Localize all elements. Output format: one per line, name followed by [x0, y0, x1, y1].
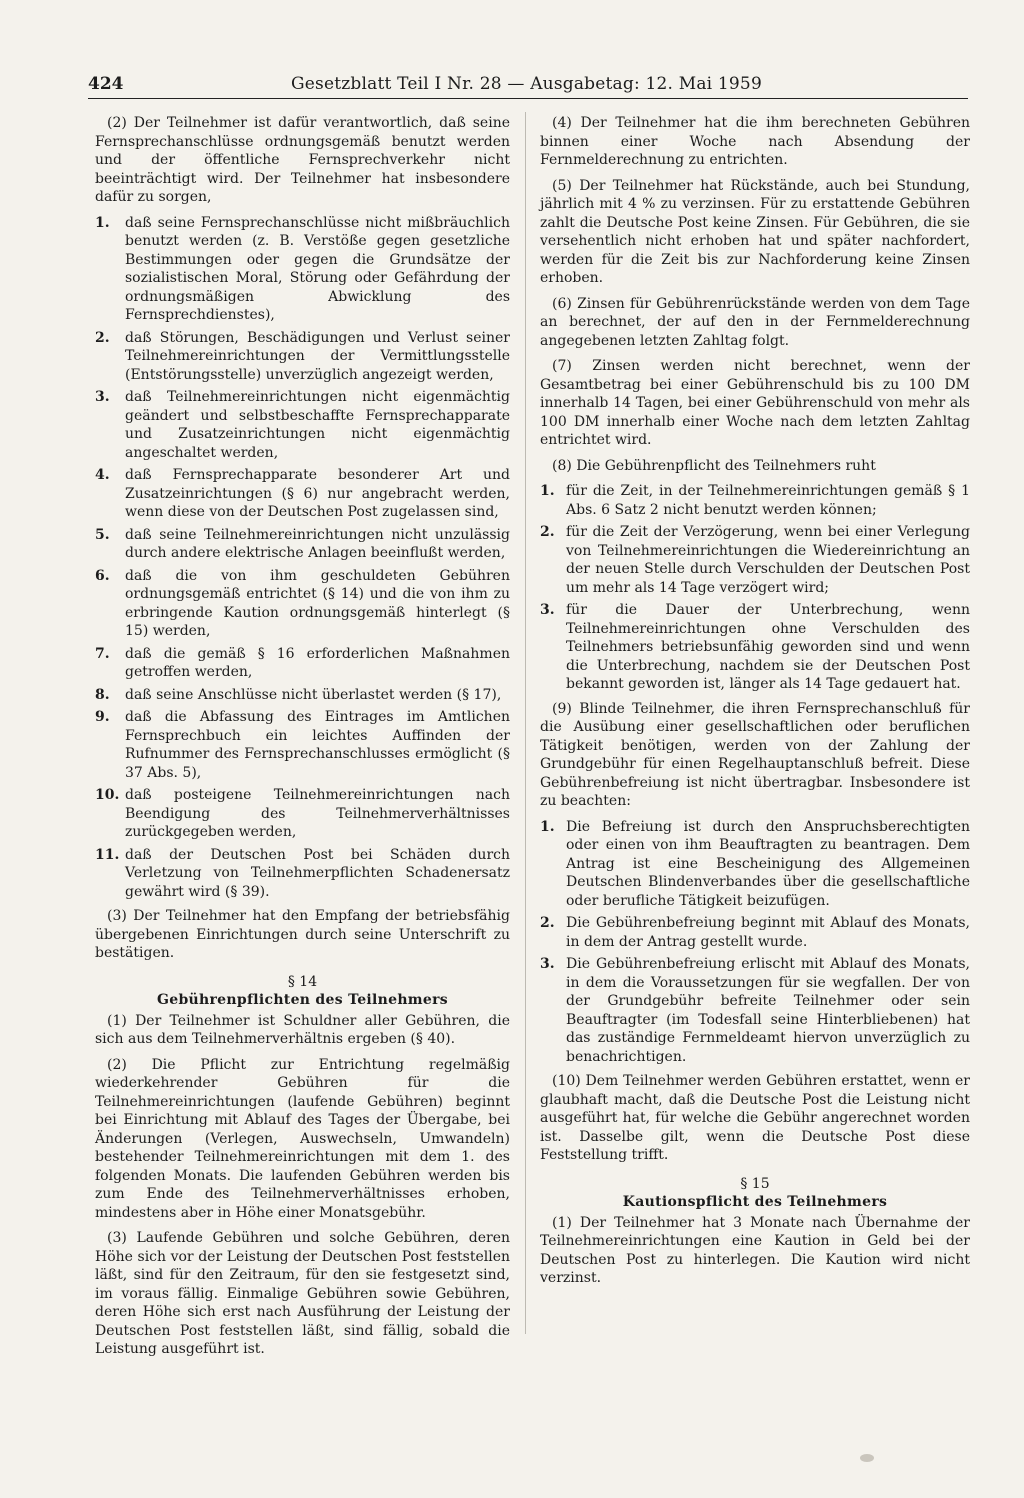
page-header	[88, 74, 968, 99]
paragraph-8: (8) Die Gebührenpflicht des Teilnehmers ruht	[552, 457, 876, 474]
list-item: 4. daß Fernsprechapparate besonderer Art und Zusatzeinrichtungen (§ 6) nur angebracht werden, wenn diese von der Deutschen Post zugelassen sind,	[95, 467, 510, 520]
s15-paragraph-1: (1) Der Teilnehmer hat 3 Monate nach Übernahme der Teilnehmereinrichtungen eine Kaution in Geld bei der Deutschen Post zu hinterlegen. Die Kaution wird nicht verzinst.	[540, 1214, 970, 1286]
list-item: 1. Die Befreiung ist durch den Anspruchsberechtigten oder einen von ihm Beauftragten zu beantragen. Dem Antrag ist eine Bescheinigung des Allgemeinen Deutschen Blindenverbandes über die gesellschaftliche oder berufliche Tätigkeit beizufügen.	[540, 818, 970, 909]
s14-paragraph-1: (1) Der Teilnehmer ist Schuldner aller Gebühren, die sich aus dem Teilnehmerverhältnis ergeben (§ 40).	[95, 1012, 510, 1047]
paragraph-3: (3) Der Teilnehmer hat den Empfang der betriebsfähig übergebenen Einrichtungen durch seine Unterschrift zu bestätigen.	[95, 908, 510, 961]
list-item: 2. für die Zeit der Verzögerung, wenn bei einer Verlegung von Teilnehmereinrichtungen die Wiedereinrichtung an der neuen Stelle durch Verschulden der Deutschen Post um mehr als 14 Tage verzögert wird;	[540, 524, 970, 596]
right-column	[540, 114, 970, 1295]
paragraph-4: (4) Der Teilnehmer hat die ihm berechneten Gebühren binnen einer Woche nach Absendung der Fernmelderechnung zu entrichten.	[540, 115, 970, 168]
exemption-list	[540, 818, 970, 1067]
list-item: 8. daß seine Anschlüsse nicht überlastet werden (§ 17),	[95, 686, 502, 703]
list-item: 3. für die Dauer der Unterbrechung, wenn Teilnehmereinrichtungen ohne Verschulden des Teilnehmers betriebsunfähig geworden sind und wenn die Unterbrechung, nachdem sie der Deutschen Post bekannt geworden ist, länger als 14 Tage gedauert hat.	[540, 602, 970, 692]
list-item: 11. daß der Deutschen Post bei Schäden durch Verletzung von Teilnehmerpflichten Schadenersatz gewährt wird (§ 39).	[95, 846, 510, 900]
suspension-list	[540, 482, 970, 694]
list-item: 2. Die Gebührenbefreiung beginnt mit Ablauf des Monats, in dem der Antrag gestellt wurde.	[540, 915, 970, 950]
list-item: 1. daß seine Fernsprechanschlüsse nicht mißbräuchlich benutzt werden (z. B. Verstöße gegen gesetzliche Bestimmungen oder gegen die Grundsätze der sozialistischen Moral, Störung oder Gefährdung der ordnungsmäßigen Abwicklung des Fernsprechdienstes),	[95, 214, 510, 323]
s14-paragraph-2: (2) Die Pflicht zur Entrichtung regelmäßig wiederkehrender Gebühren für die Teilnehmereinrichtungen (laufende Gebühren) beginnt bei Einrichtung mit Ablauf des Tages der Übergabe, bei Änderungen (Verlegen, Auswechseln, Umwandeln) bestehender Teilnehmereinrichtungen mit dem 1. des folgenden Monats. Die laufenden Gebühren werden bis zum Ende des Teilnehmerverhältnisses erhoben, mindestens aber in Höhe einer Monatsgebühr.	[95, 1056, 510, 1221]
paper-speck	[860, 1454, 874, 1462]
page-number: 424	[88, 74, 124, 94]
list-item: 7. daß die gemäß § 16 erforderlichen Maßnahmen getroffen werden,	[95, 645, 510, 680]
paragraph-6: (6) Zinsen für Gebührenrückstände werden von dem Tage an berechnet, der auf den in der Fernmelderechnung angegebenen letzten Zahltag folgt.	[540, 295, 970, 349]
section-15-number: § 15	[740, 1175, 770, 1192]
paragraph-10: (10) Dem Teilnehmer werden Gebühren erstattet, wenn er glaubhaft macht, daß die Deutsche Post die Leistung nicht ausgeführt hat, für welche die Gebühr angerechnet worden ist. Dasselbe gilt, wenn die Deutsche Post diese Feststellung trifft.	[540, 1073, 970, 1163]
obligations-list	[95, 214, 510, 902]
list-item: 2. daß Störungen, Beschädigungen und Verlust seiner Teilnehmereinrichtungen der Vermittlungsstelle (Entstörungsstelle) unverzüglich angezeigt werden,	[95, 329, 510, 383]
s14-paragraph-3: (3) Laufende Gebühren und solche Gebühren, deren Höhe sich vor der Leistung der Deutschen Post feststellen läßt, sind für den Zeitraum, für den sie festgesetzt sind, im voraus fällig. Einmalige Gebühren sowie Gebühren, deren Höhe sich erst nach Ausführung der Leistung der Deutschen Post feststellen läßt, sind fällig, sobald die Leistung ausgeführt ist.	[95, 1230, 510, 1357]
list-item: 3. Die Gebührenbefreiung erlischt mit Ablauf des Monats, in dem die Voraussetzungen für sie wegfallen. Der von der Grundgebühr befreite Teilnehmer oder sein Beauftragter (im Todesfall seine Hinterbliebenen) hat das zuständige Fernmeldeamt hiervon unverzüglich zu benachrichtigen.	[540, 956, 970, 1065]
section-14-title: Gebührenpflichten des Teilnehmers	[156, 992, 448, 1008]
list-item: 1. für die Zeit, in der Teilnehmereinrichtungen gemäß § 1 Abs. 6 Satz 2 nicht benutzt werden können;	[540, 483, 970, 518]
list-item: 6. daß die von ihm geschuldeten Gebühren ordnungsgemäß entrichtet (§ 14) und die von ihm zu erbringende Kaution ordnungsgemäß hinterlegt (§ 15) werden,	[95, 567, 510, 639]
paragraph-2: (2) Der Teilnehmer ist dafür verantwortlich, daß seine Fernsprechanschlüsse ordnungsgemäß benutzt werden und der öffentliche Fernsprechverkehr nicht beeinträchtigt wird. Der Teilnehmer hat insbesondere dafür zu sorgen,	[95, 115, 510, 205]
list-item: 10. daß posteigene Teilnehmereinrichtungen nach Beendigung des Teilnehmerverhältnisses zurückgegeben werden,	[95, 787, 510, 840]
column-divider	[525, 112, 526, 1334]
paragraph-9: (9) Blinde Teilnehmer, die ihren Fernsprechanschluß für die Ausübung einer gesellschaftlichen oder beruflichen Tätigkeit benötigen, werden von der Zahlung der Grundgebühr für einen Regelhauptanschluß befreit. Diese Gebührenbefreiung ist nicht übertragbar. Insbesondere ist zu beachten:	[540, 700, 970, 809]
list-item: 9. daß die Abfassung des Eintrages im Amtlichen Fernsprechbuch ein leichtes Auffinden der Rufnummer des Fernsprechanschlusses ermöglicht (§ 37 Abs. 5),	[95, 709, 510, 781]
paragraph-5: (5) Der Teilnehmer hat Rückstände, auch bei Stundung, jährlich mit 4 % zu verzinsen. Für zu erstattende Gebühren zahlt die Deutsche Post keine Zinsen. Für Gebühren, die sie versehentlich nicht erhoben hat und später nachfordert, werden für die Zeit bis zur Nachforderung keine Zinsen erhoben.	[540, 177, 970, 286]
paragraph-7: (7) Zinsen werden nicht berechnet, wenn der Gesamtbetrag bei einer Gebührenschuld bis zu 100 DM innerhalb 14 Tagen, bei einer Gebührenschuld von mehr als 100 DM innerhalb einer Woche nach dem letzten Zahltag entrichtet wird.	[540, 358, 970, 448]
list-item: 5. daß seine Teilnehmereinrichtungen nicht unzulässig durch andere elektrische Anlagen beeinflußt werden,	[95, 526, 510, 561]
section-14-number: § 14	[287, 973, 318, 990]
section-15-title: Kautionspflicht des Teilnehmers	[622, 1194, 888, 1210]
list-item: 3. daß Teilnehmereinrichtungen nicht eigenmächtig geändert und selbstbeschaffte Fernsprechapparate und Zusatzeinrichtungen nicht eigenmächtig angeschaltet werden,	[95, 389, 510, 461]
running-title: Gesetzblatt Teil I Nr. 28 — Ausgabetag: 12. Mai 1959	[291, 74, 762, 94]
left-column	[95, 114, 510, 1366]
